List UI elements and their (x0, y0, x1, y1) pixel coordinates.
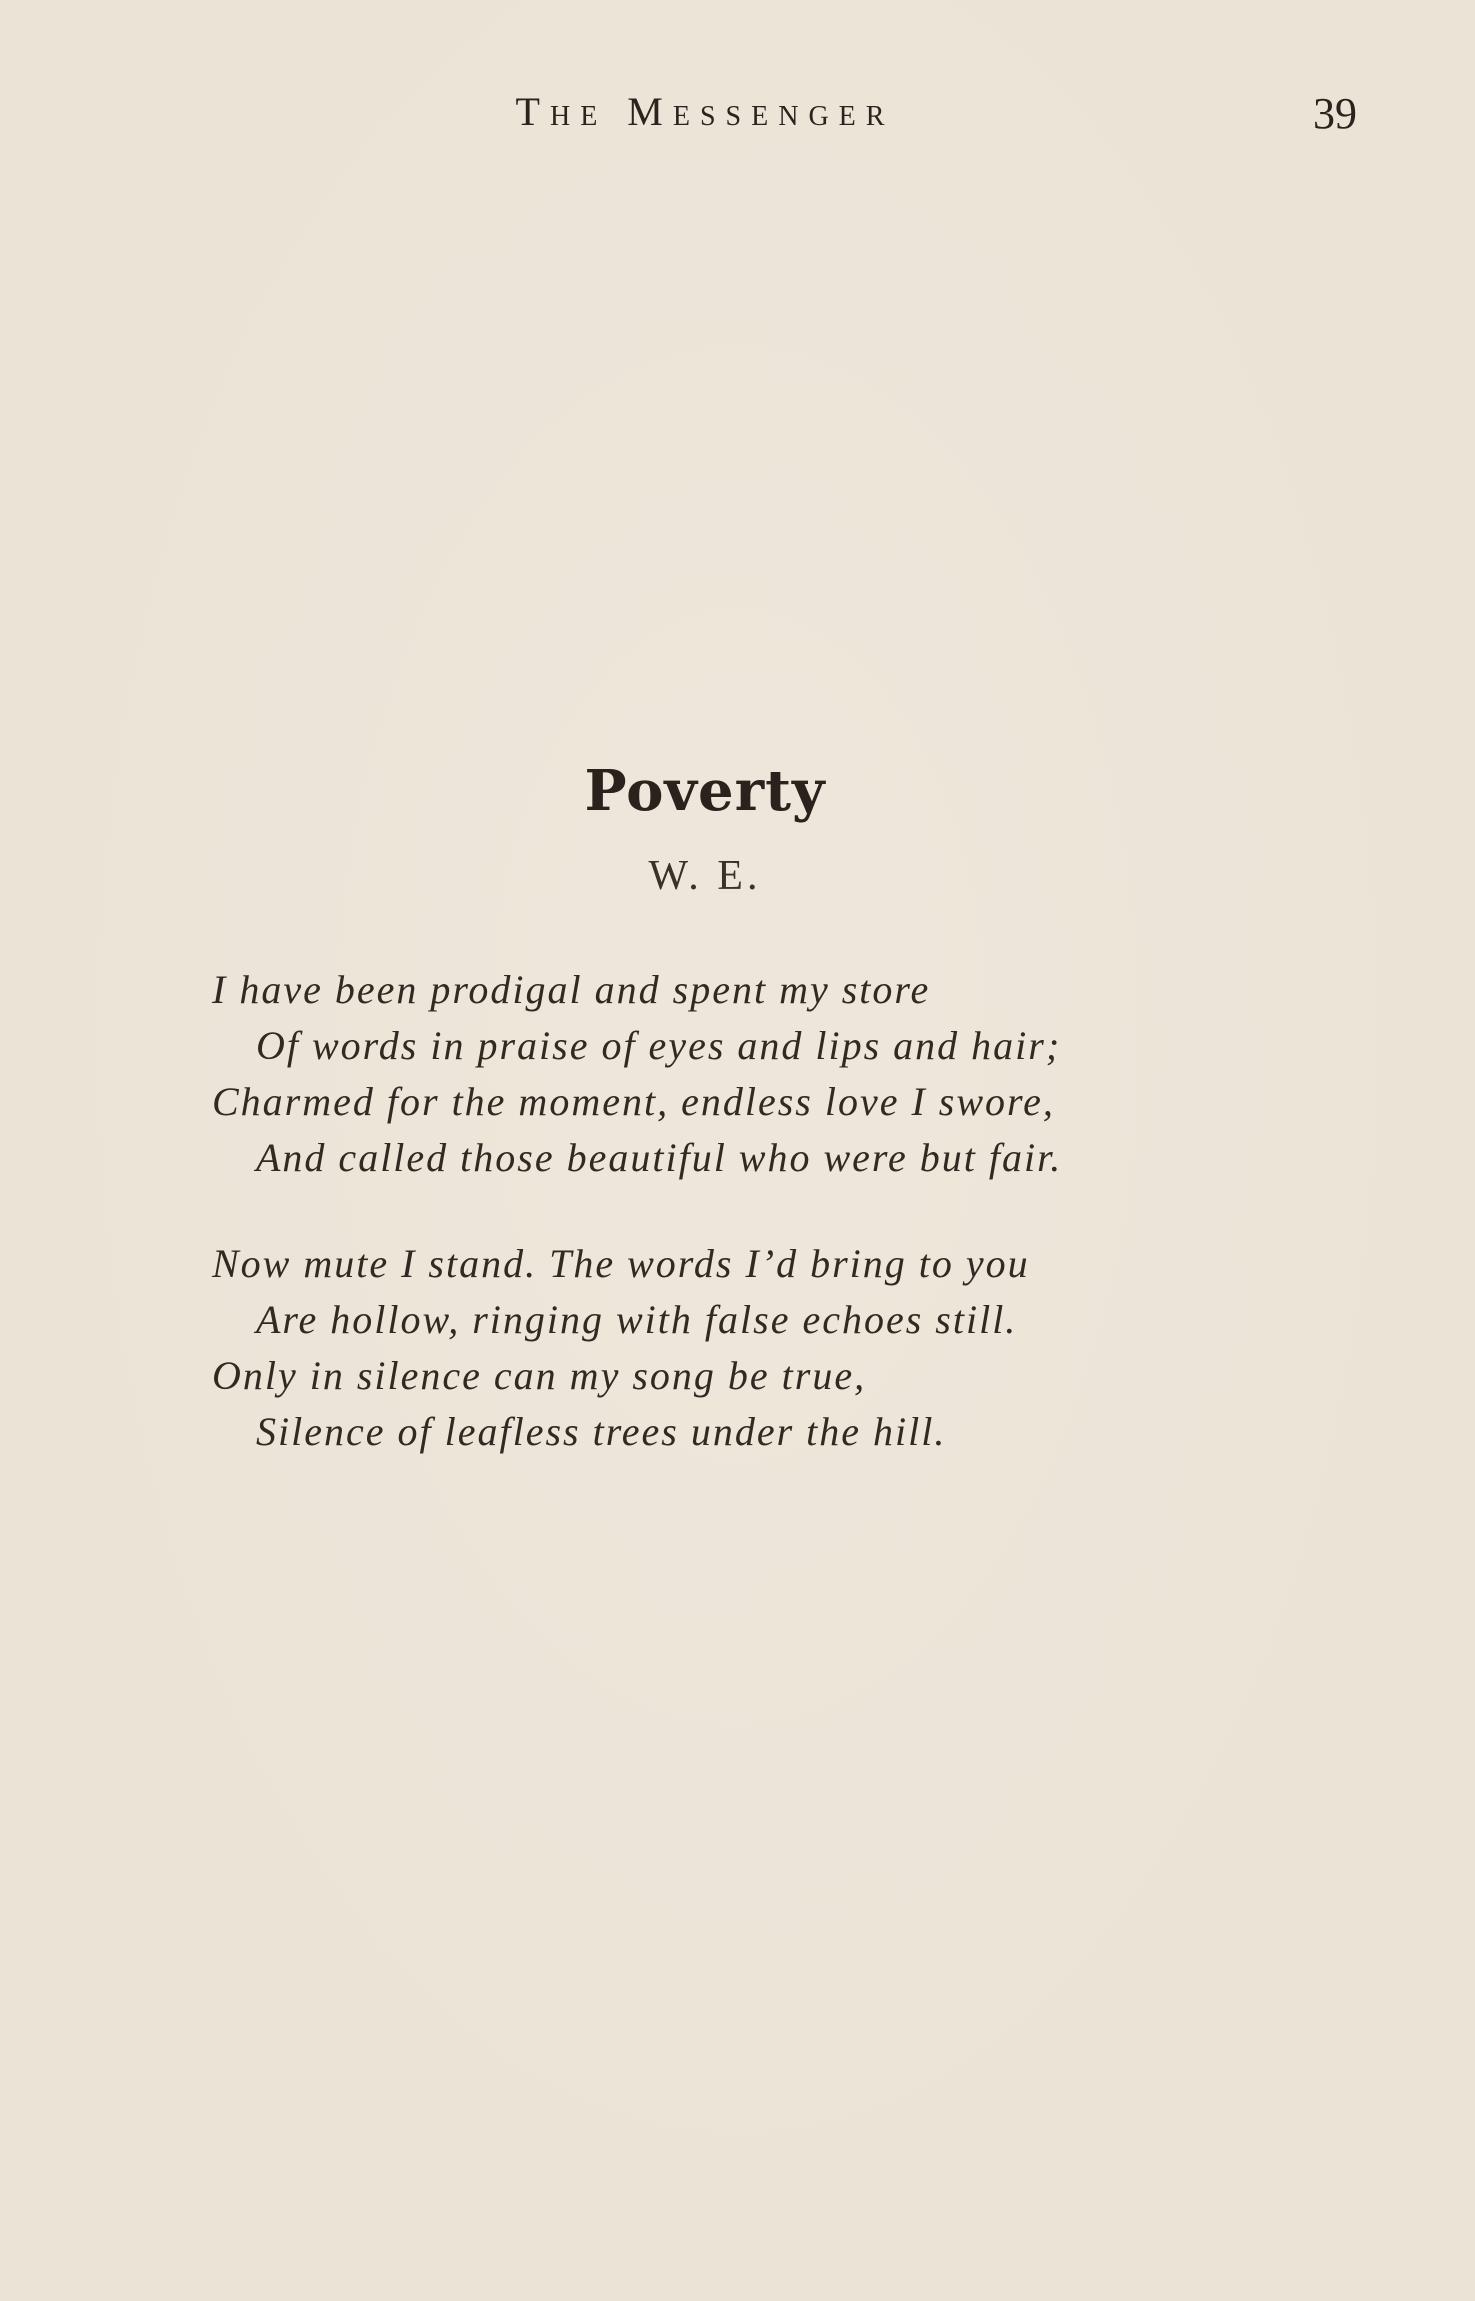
running-head (0, 88, 1475, 148)
stanza-2 (212, 1236, 1272, 1460)
poem-line: Of words in praise of eyes and lips and hair; (256, 1023, 1062, 1068)
poem-line: Now mute I stand. The words I’d bring to you (212, 1241, 1030, 1286)
stanza-1 (212, 962, 1272, 1186)
journal-title: The Messenger (515, 89, 895, 134)
poem-title: Poverty (584, 758, 826, 824)
poem-line: Only in silence can my song be true, (212, 1353, 867, 1398)
poem-line: Charmed for the moment, endless love I swore, (212, 1079, 1055, 1124)
poem-line: And called those beautiful who were but fair. (256, 1135, 1063, 1180)
page-number: 39 (1313, 89, 1357, 138)
poem-author: W. E. (648, 853, 762, 899)
poem-line: Are hollow, ringing with false echoes still. (256, 1297, 1018, 1342)
poem-line: Silence of leafless trees under the hill. (256, 1409, 947, 1454)
poem-line: I have been prodigal and spent my store (212, 967, 931, 1012)
